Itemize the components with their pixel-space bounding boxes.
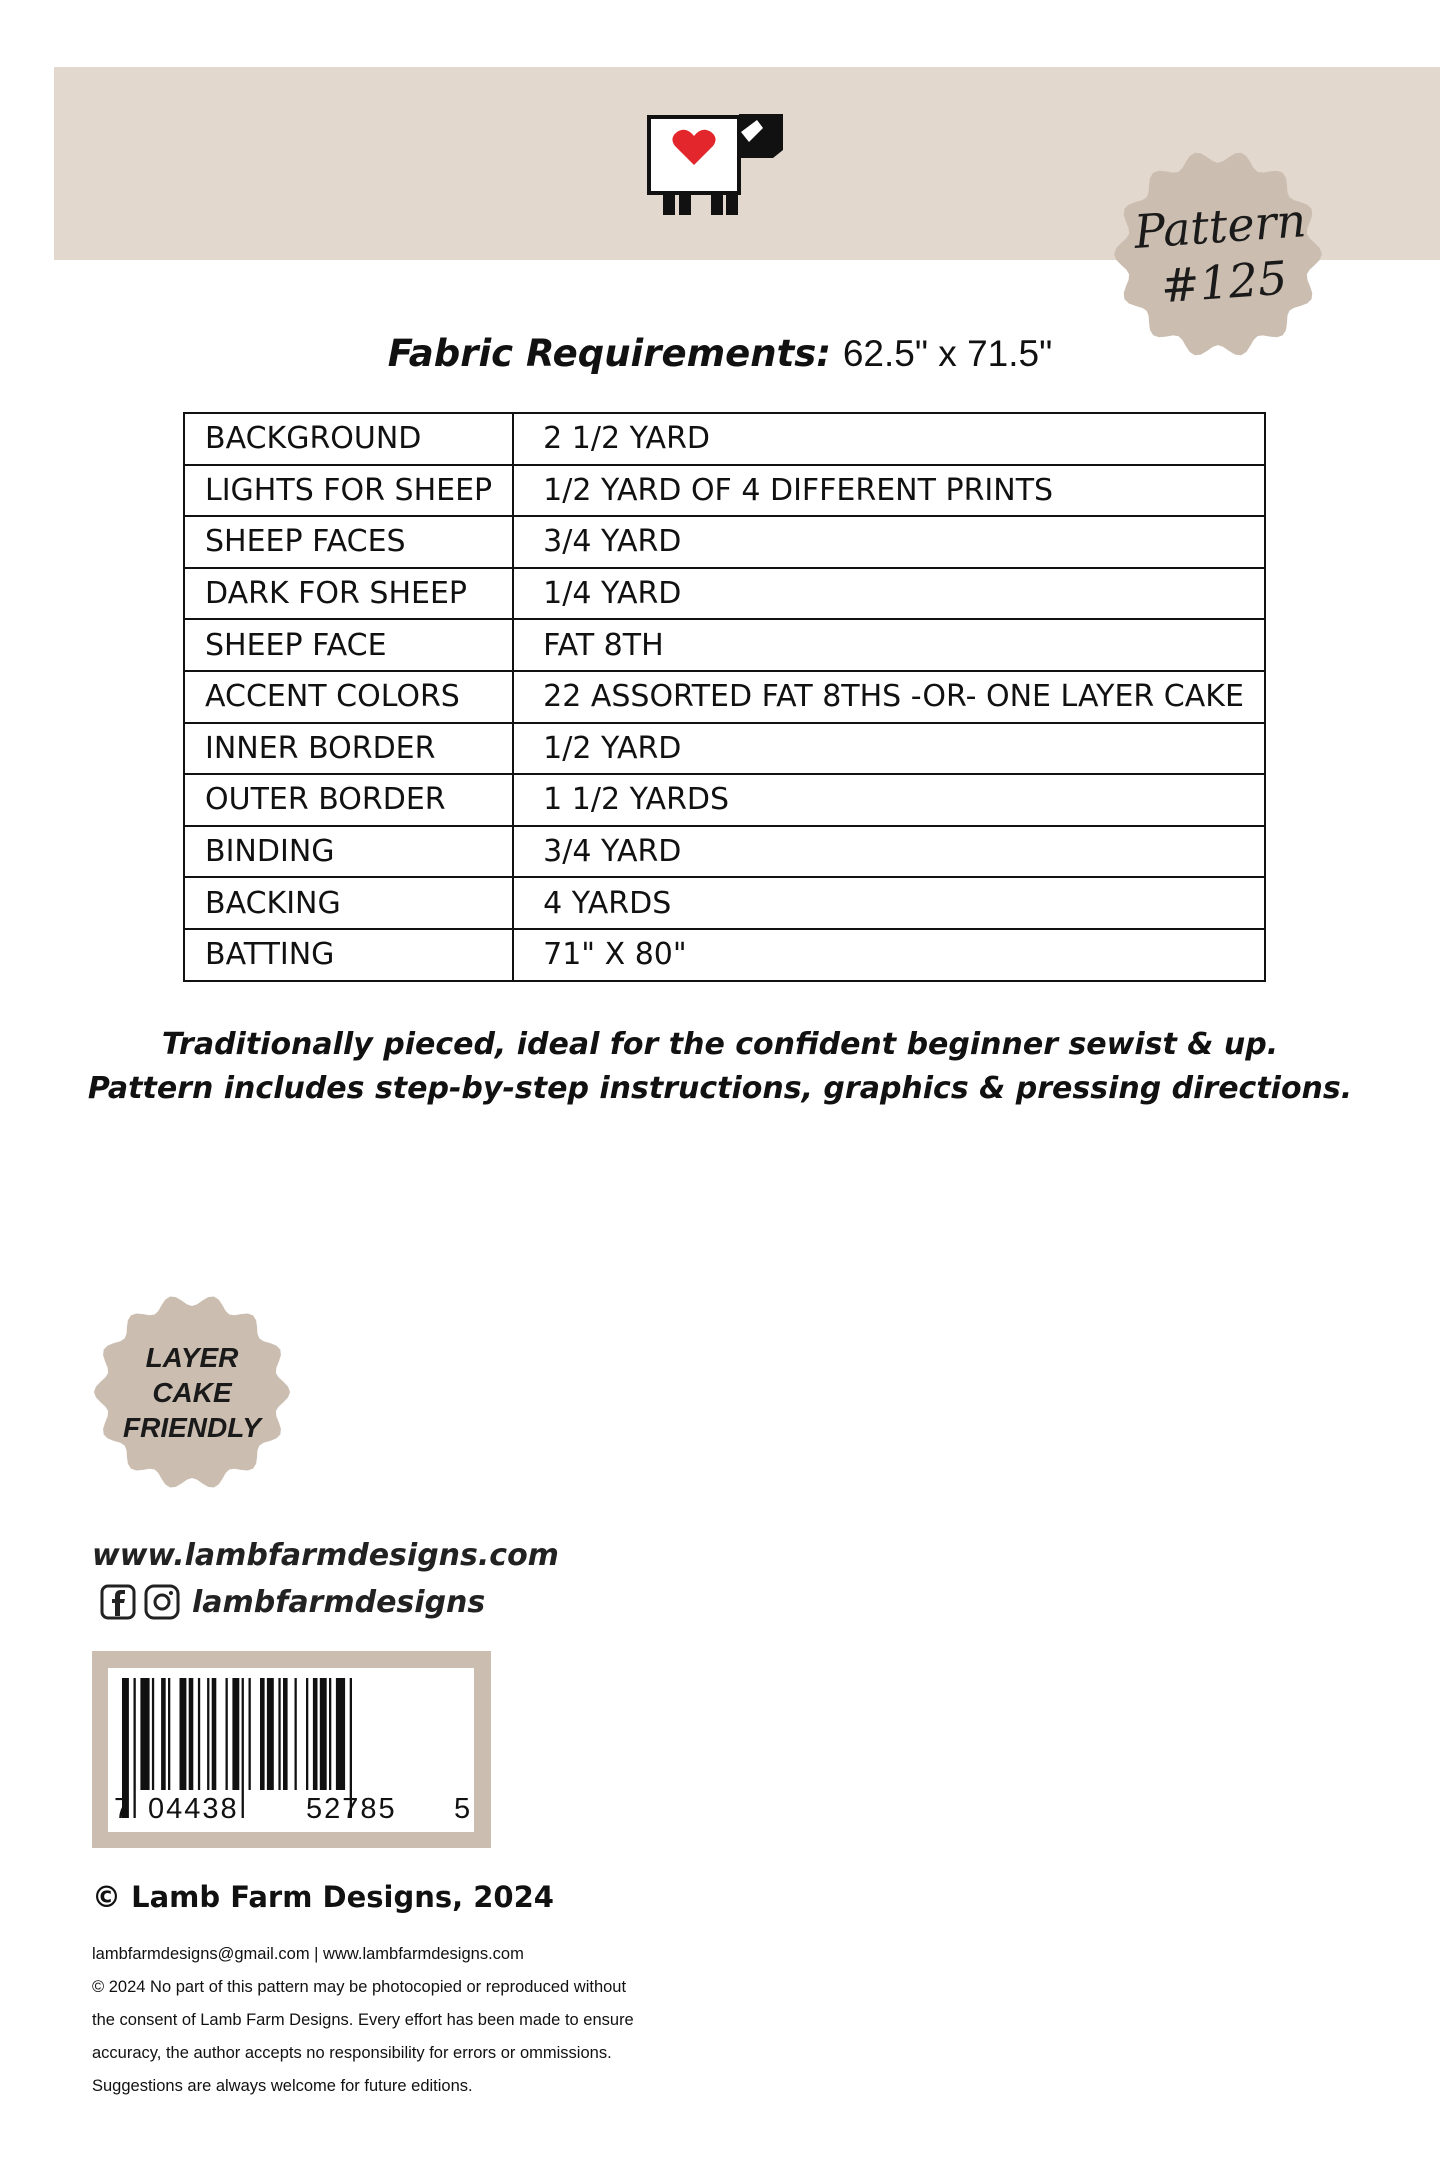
facebook-icon[interactable] bbox=[100, 1584, 136, 1620]
barcode-bar bbox=[306, 1678, 308, 1790]
fabric-row bbox=[184, 774, 1265, 826]
fine-print-line: lambfarmdesigns@gmail.com | www.lambfarmdesigns.com bbox=[92, 1945, 524, 1963]
barcode-bar bbox=[189, 1678, 194, 1790]
fabric-label: BATTING bbox=[184, 929, 513, 981]
fabric-row bbox=[184, 723, 1265, 775]
layer-badge-line-2: CAKE bbox=[152, 1376, 232, 1408]
fabric-requirements-title bbox=[0, 332, 1440, 375]
sheep-heart-icon bbox=[645, 110, 790, 220]
barcode-bar bbox=[212, 1678, 217, 1790]
instagram-icon[interactable] bbox=[144, 1584, 180, 1620]
barcode bbox=[108, 1668, 474, 1832]
fabric-label: LIGHTS FOR SHEEP bbox=[184, 465, 513, 517]
barcode-group-2: 52785 bbox=[306, 1793, 397, 1825]
fabric-label: BACKGROUND bbox=[184, 413, 513, 465]
barcode-bar bbox=[207, 1678, 209, 1790]
fabric-requirements-table bbox=[183, 412, 1266, 982]
fabric-label: ACCENT COLORS bbox=[184, 671, 513, 723]
barcode-bar bbox=[295, 1678, 297, 1790]
barcode-bar bbox=[283, 1678, 288, 1790]
barcode-bar bbox=[278, 1678, 280, 1790]
fine-print-line: accuracy, the author accepts no responsibility for errors or ommissions. bbox=[92, 2044, 612, 2062]
barcode-bar bbox=[168, 1678, 170, 1790]
barcode-digit-first: 7 bbox=[114, 1793, 131, 1825]
fabric-label: DARK FOR SHEEP bbox=[184, 568, 513, 620]
fabric-row bbox=[184, 826, 1265, 878]
copyright-heading: © Lamb Farm Designs, 2024 bbox=[92, 1880, 554, 1914]
fabric-label: BACKING bbox=[184, 877, 513, 929]
barcode-bar bbox=[313, 1678, 318, 1790]
social-handle[interactable]: lambfarmdesigns bbox=[192, 1584, 486, 1620]
barcode-group-1: 04438 bbox=[148, 1793, 239, 1825]
barcode-bar bbox=[152, 1678, 154, 1790]
barcode-bar bbox=[232, 1678, 239, 1790]
barcode-bar bbox=[242, 1678, 244, 1818]
barcode-bar bbox=[336, 1678, 345, 1790]
fabric-row bbox=[184, 877, 1265, 929]
description-line-1: Traditionally pieced, ideal for the confident beginner sewist & up. bbox=[161, 1027, 1279, 1062]
barcode-bar bbox=[260, 1678, 265, 1790]
barcode-bar bbox=[267, 1678, 274, 1790]
fabric-row bbox=[184, 619, 1265, 671]
barcode-bar bbox=[198, 1678, 200, 1790]
barcode-bar bbox=[226, 1678, 228, 1790]
fabric-amount: 1/4 YARD bbox=[513, 568, 1265, 620]
fabric-row bbox=[184, 671, 1265, 723]
fabric-amount: 71" X 80" bbox=[513, 929, 1265, 981]
fabric-amount: 22 ASSORTED FAT 8THS -OR- ONE LAYER CAKE bbox=[513, 671, 1265, 723]
fabric-row bbox=[184, 465, 1265, 517]
social-row bbox=[100, 1584, 485, 1620]
fabric-row bbox=[184, 516, 1265, 568]
pattern-number: #125 bbox=[1159, 250, 1289, 314]
quilt-dimensions: 62.5" x 71.5" bbox=[842, 333, 1053, 374]
fine-print-line: © 2024 No part of this pattern may be photocopied or reproduced without bbox=[92, 1978, 627, 1996]
fabric-title-label: Fabric Requirements: bbox=[387, 332, 832, 375]
fabric-row bbox=[184, 568, 1265, 620]
fabric-row bbox=[184, 929, 1265, 981]
fabric-label: BINDING bbox=[184, 826, 513, 878]
layer-badge-line-3: FRIENDLY bbox=[123, 1411, 261, 1443]
description-line-2: Pattern includes step-by-step instructions, graphics & pressing directions. bbox=[87, 1071, 1353, 1106]
website-link[interactable]: www.lambfarmdesigns.com bbox=[92, 1538, 559, 1573]
fabric-label: SHEEP FACE bbox=[184, 619, 513, 671]
fine-print bbox=[92, 1938, 732, 2103]
fabric-amount: 4 YARDS bbox=[513, 877, 1265, 929]
fabric-amount: 2 1/2 YARD bbox=[513, 413, 1265, 465]
fabric-amount: 3/4 YARD bbox=[513, 516, 1265, 568]
barcode-bar bbox=[329, 1678, 331, 1790]
fabric-amount: 1/2 YARD OF 4 DIFFERENT PRINTS bbox=[513, 465, 1265, 517]
fabric-label: INNER BORDER bbox=[184, 723, 513, 775]
fabric-label: SHEEP FACES bbox=[184, 516, 513, 568]
fabric-amount: 1 1/2 YARDS bbox=[513, 774, 1265, 826]
fine-print-line: Suggestions are always welcome for future editions. bbox=[92, 2077, 473, 2095]
layer-cake-friendly-badge bbox=[92, 1292, 292, 1492]
pattern-label: Pattern bbox=[1132, 193, 1308, 260]
barcode-bar bbox=[134, 1678, 136, 1818]
barcode-frame bbox=[92, 1651, 491, 1848]
barcode-bar bbox=[320, 1678, 327, 1790]
fine-print-line: the consent of Lamb Farm Designs. Every effort has been made to ensure bbox=[92, 2011, 634, 2029]
fabric-amount: FAT 8TH bbox=[513, 619, 1265, 671]
layer-badge-line-1: LAYER bbox=[145, 1341, 239, 1373]
barcode-bar bbox=[180, 1678, 187, 1790]
fabric-amount: 3/4 YARD bbox=[513, 826, 1265, 878]
barcode-bar bbox=[140, 1678, 149, 1790]
barcode-bar bbox=[161, 1678, 166, 1790]
barcode-digit-last: 5 bbox=[454, 1793, 471, 1825]
fabric-amount: 1/2 YARD bbox=[513, 723, 1265, 775]
fabric-label: OUTER BORDER bbox=[184, 774, 513, 826]
fabric-row bbox=[184, 413, 1265, 465]
pattern-number-badge bbox=[1112, 148, 1324, 360]
barcode-bar bbox=[249, 1678, 251, 1790]
